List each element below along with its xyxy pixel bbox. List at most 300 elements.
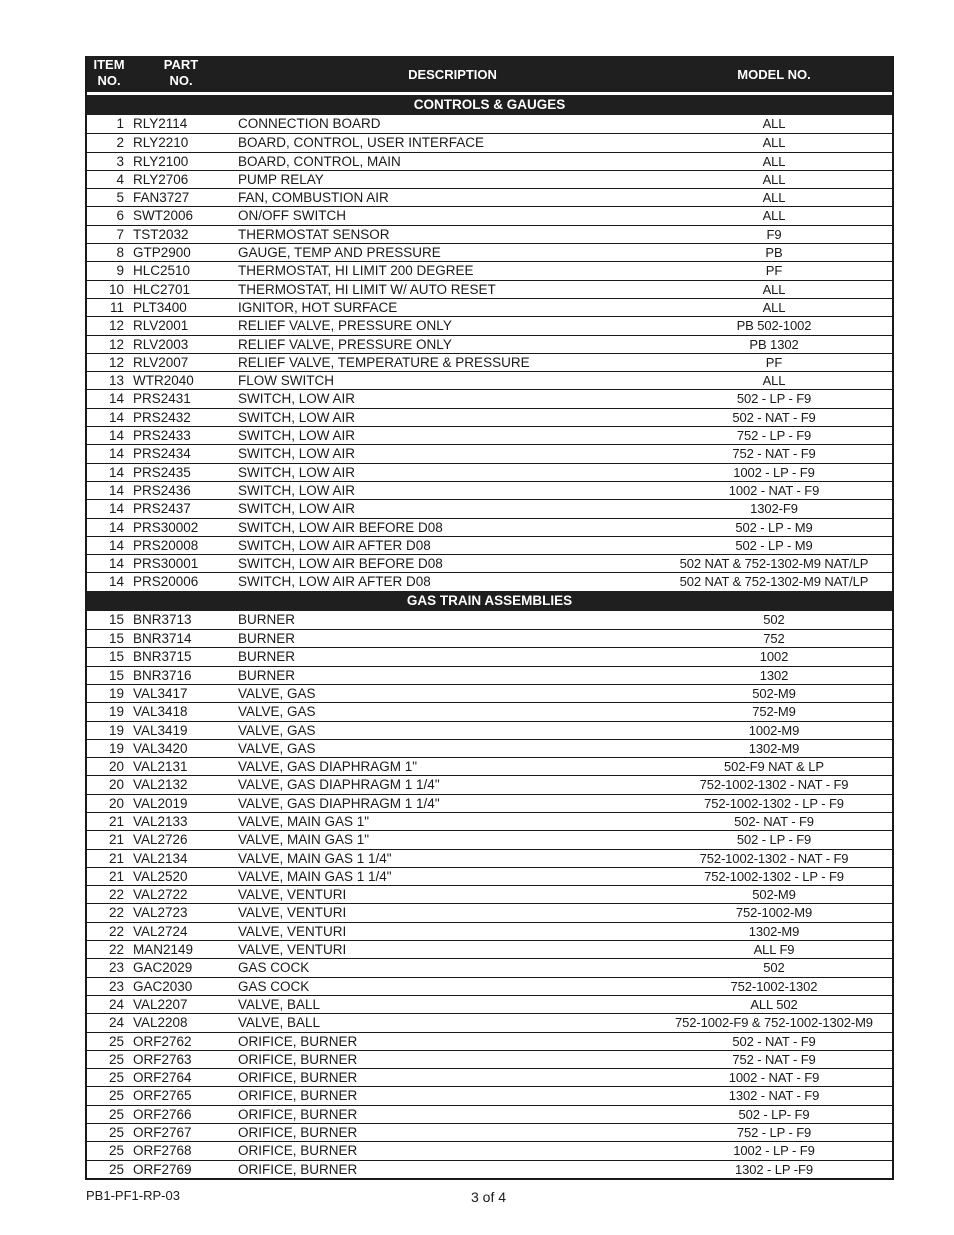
table-row <box>87 133 892 151</box>
table-row <box>87 611 892 629</box>
model-no-cell: 752-1002-F9 & 752-1002-1302-M9 <box>675 1015 873 1031</box>
item-no-cell: 14 <box>108 537 124 553</box>
model-no-cell: PF <box>765 263 783 279</box>
model-no-cell: 752 - LP - F9 <box>736 428 812 444</box>
item-no-cell: 7 <box>116 226 124 242</box>
part-no-cell: RLV2003 <box>133 336 189 352</box>
part-no-cell: ORF2764 <box>133 1070 192 1086</box>
item-no-cell: 22 <box>108 905 124 921</box>
model-no-cell: ALL <box>762 373 786 389</box>
header-description: DESCRIPTION <box>408 66 497 82</box>
model-no-cell: 502-M9 <box>752 685 796 701</box>
model-no-cell: 502-M9 <box>752 887 796 903</box>
table-row <box>87 298 892 316</box>
table-row <box>87 371 892 389</box>
part-no-cell: VAL2208 <box>133 1015 188 1031</box>
table-row <box>87 775 892 793</box>
model-no-cell: 1002-M9 <box>748 722 800 738</box>
description-cell: SWITCH, LOW AIR <box>238 464 356 480</box>
item-no-cell: 13 <box>108 373 124 389</box>
item-no-cell: 23 <box>108 978 124 994</box>
item-no-cell: 25 <box>108 1125 124 1141</box>
item-no-cell: 2 <box>116 135 124 151</box>
model-no-cell: 502 - LP - M9 <box>735 519 813 535</box>
description-cell: ORIFICE, BURNER <box>238 1051 358 1067</box>
model-no-cell: 752-1002-1302 - LP - F9 <box>704 795 844 811</box>
part-no-cell: GAC2029 <box>133 960 193 976</box>
model-no-cell: ALL <box>762 208 786 224</box>
item-no-cell: 19 <box>108 722 124 738</box>
item-no-cell: 25 <box>108 1070 124 1086</box>
table-row <box>87 261 892 279</box>
table-row <box>87 554 892 572</box>
model-no-cell: 1302-M9 <box>748 923 800 939</box>
description-cell: VALVE, MAIN GAS 1 1/4" <box>238 868 392 884</box>
description-cell: ORIFICE, BURNER <box>238 1088 358 1104</box>
item-no-cell: 24 <box>108 996 124 1012</box>
description-cell: FLOW SWITCH <box>238 373 334 389</box>
part-no-cell: GTP2900 <box>133 245 191 261</box>
table-row <box>87 1123 892 1141</box>
part-no-cell: ORF2768 <box>133 1143 192 1159</box>
item-no-cell: 12 <box>108 318 124 334</box>
description-cell: BURNER <box>238 611 296 627</box>
table-row <box>87 335 892 353</box>
item-no-cell: 15 <box>108 667 124 683</box>
table-header <box>87 56 892 92</box>
model-no-cell: 1302 - LP -F9 <box>735 1161 813 1177</box>
table-row <box>87 684 892 702</box>
model-no-cell: 502 - LP - F9 <box>736 391 812 407</box>
description-cell: BURNER <box>238 649 296 665</box>
model-no-cell: 1302 <box>759 667 789 683</box>
table-row <box>87 389 892 407</box>
part-no-cell: PRS20006 <box>133 574 199 590</box>
model-no-cell: 1002 - LP - F9 <box>733 464 815 480</box>
model-no-cell: 502 - NAT - F9 <box>732 1033 816 1049</box>
part-no-cell: RLY2706 <box>133 171 189 187</box>
model-no-cell: 502 NAT & 752-1302-M9 NAT/LP <box>679 574 869 590</box>
item-no-cell: 25 <box>108 1143 124 1159</box>
table-row <box>87 518 892 536</box>
table-row <box>87 115 892 133</box>
table-row <box>87 536 892 554</box>
table-row <box>87 499 892 517</box>
table-row <box>87 170 892 188</box>
part-no-cell: BNR3714 <box>133 631 192 647</box>
model-no-cell: 752-1002-1302 - LP - F9 <box>704 868 844 884</box>
part-no-cell: WTR2040 <box>133 373 194 389</box>
part-no-cell: PRS2431 <box>133 391 191 407</box>
table-row <box>87 1141 892 1159</box>
description-cell: CONNECTION BOARD <box>238 116 381 131</box>
table-row <box>87 1032 892 1050</box>
item-no-cell: 20 <box>108 777 124 793</box>
table-row <box>87 958 892 976</box>
table-row <box>87 794 892 812</box>
item-no-cell: 21 <box>108 850 124 866</box>
item-no-cell: 8 <box>116 245 124 261</box>
table-row <box>87 647 892 665</box>
parts-table <box>85 56 894 1180</box>
table-row <box>87 977 892 995</box>
model-no-cell: 502 - LP - M9 <box>735 537 813 553</box>
part-no-cell: ORF2769 <box>133 1161 192 1177</box>
part-no-cell: VAL2134 <box>133 850 188 866</box>
description-cell: VALVE, GAS DIAPHRAGM 1 1/4" <box>238 795 440 811</box>
part-no-cell: RLY2100 <box>133 153 189 169</box>
part-no-cell: VAL2722 <box>133 887 188 903</box>
table-row <box>87 1105 892 1123</box>
model-no-cell: 1302 - NAT - F9 <box>728 1088 820 1104</box>
description-cell: GAS COCK <box>238 978 310 994</box>
description-cell: ON/OFF SWITCH <box>238 208 346 224</box>
part-no-cell: ORF2765 <box>133 1088 192 1104</box>
section-rows <box>87 115 892 591</box>
section-rows <box>87 611 892 1178</box>
part-no-cell: SWT2006 <box>133 208 194 224</box>
table-row <box>87 940 892 958</box>
item-no-cell: 15 <box>108 631 124 647</box>
table-row <box>87 1013 892 1031</box>
part-no-cell: PRS2433 <box>133 428 191 444</box>
table-row <box>87 152 892 170</box>
description-cell: BOARD, CONTROL, USER INTERFACE <box>238 135 485 151</box>
item-no-cell: 25 <box>108 1088 124 1104</box>
model-no-cell: 752-1002-1302 - NAT - F9 <box>699 777 849 793</box>
table-row <box>87 1050 892 1068</box>
description-cell: ORIFICE, BURNER <box>238 1143 358 1159</box>
table-row <box>87 812 892 830</box>
description-cell: SWITCH, LOW AIR <box>238 428 356 444</box>
description-cell: RELIEF VALVE, PRESSURE ONLY <box>238 336 452 352</box>
part-no-cell: VAL3417 <box>133 685 188 701</box>
section-title: CONTROLS & GAUGES <box>87 95 892 115</box>
description-cell: ORIFICE, BURNER <box>238 1125 358 1141</box>
table-row <box>87 572 892 590</box>
table-row <box>87 188 892 206</box>
item-no-cell: 15 <box>108 611 124 627</box>
item-no-cell: 9 <box>116 263 124 279</box>
item-no-cell: 12 <box>108 354 124 370</box>
model-no-cell: 752 - NAT - F9 <box>732 446 816 462</box>
part-no-cell: VAL2723 <box>133 905 188 921</box>
model-no-cell: ALL <box>762 135 786 151</box>
header-model-no: MODEL NO. <box>737 66 811 82</box>
description-cell: VALVE, GAS <box>238 704 316 720</box>
table-row <box>87 629 892 647</box>
item-no-cell: 22 <box>108 942 124 958</box>
item-no-cell: 1 <box>116 116 124 131</box>
description-cell: VALVE, GAS <box>238 685 316 701</box>
table-row <box>87 867 892 885</box>
model-no-cell: 502 <box>763 611 785 627</box>
header-item-no <box>87 56 131 92</box>
model-no-cell: PB 502-1002 <box>736 318 812 334</box>
part-no-cell: BNR3713 <box>133 611 192 627</box>
item-no-cell: 22 <box>108 887 124 903</box>
part-no-cell: PRS2434 <box>133 446 191 462</box>
item-no-cell: 15 <box>108 649 124 665</box>
item-no-cell: 24 <box>108 1015 124 1031</box>
part-no-cell: RLV2001 <box>133 318 189 334</box>
document-code: PB1-PF1-RP-03 <box>86 1188 180 1203</box>
part-no-cell: ORF2767 <box>133 1125 192 1141</box>
item-no-cell: 20 <box>108 795 124 811</box>
part-no-cell: VAL2132 <box>133 777 188 793</box>
description-cell: SWITCH, LOW AIR BEFORE D08 <box>238 556 443 572</box>
table-body <box>87 95 892 1178</box>
table-row <box>87 849 892 867</box>
item-no-cell: 11 <box>109 299 124 315</box>
description-cell: VALVE, GAS DIAPHRAGM 1 1/4" <box>238 777 440 793</box>
part-no-cell: VAL2131 <box>133 759 188 775</box>
description-cell: SWITCH, LOW AIR <box>238 482 356 498</box>
description-cell: VALVE, MAIN GAS 1" <box>238 813 370 829</box>
description-cell: ORIFICE, BURNER <box>238 1106 358 1122</box>
item-no-cell: 21 <box>108 813 124 829</box>
description-cell: SWITCH, LOW AIR <box>238 391 356 407</box>
part-no-cell: PRS30001 <box>133 556 199 572</box>
part-no-cell: PRS2436 <box>133 482 191 498</box>
part-no-cell: RLY2210 <box>133 135 189 151</box>
description-cell: GAUGE, TEMP AND PRESSURE <box>238 245 441 261</box>
header-part-no <box>131 56 231 92</box>
part-no-cell: PRS20008 <box>133 537 199 553</box>
description-cell: VALVE, VENTURI <box>238 923 347 939</box>
table-row <box>87 757 892 775</box>
item-no-cell: 5 <box>116 190 124 206</box>
header-item-line2: NO. <box>97 73 121 88</box>
model-no-cell: F9 <box>766 226 782 242</box>
description-cell: VALVE, BALL <box>238 1015 321 1031</box>
table-row <box>87 830 892 848</box>
description-cell: VALVE, MAIN GAS 1" <box>238 832 370 848</box>
part-no-cell: PLT3400 <box>133 299 187 315</box>
table-row <box>87 1086 892 1104</box>
item-no-cell: 19 <box>108 704 124 720</box>
description-cell: VALVE, MAIN GAS 1 1/4" <box>238 850 392 866</box>
part-no-cell: RLV2007 <box>133 354 189 370</box>
model-no-cell: PB <box>765 245 783 261</box>
description-cell: RELIEF VALVE, PRESSURE ONLY <box>238 318 452 334</box>
model-no-cell: 752-M9 <box>752 704 796 720</box>
model-no-cell: ALL <box>762 171 786 187</box>
item-no-cell: 14 <box>108 574 124 590</box>
description-cell: ORIFICE, BURNER <box>238 1070 358 1086</box>
description-cell: VALVE, VENTURI <box>238 887 347 903</box>
description-cell: BURNER <box>238 667 296 683</box>
table-row <box>87 1160 892 1178</box>
part-no-cell: VAL2019 <box>133 795 188 811</box>
model-no-cell: 752 - LP - F9 <box>736 1125 812 1141</box>
table-row <box>87 353 892 371</box>
part-no-cell: RLY2114 <box>133 116 188 131</box>
model-no-cell: ALL <box>762 281 786 297</box>
table-row <box>87 922 892 940</box>
item-no-cell: 4 <box>116 171 124 187</box>
part-no-cell: PRS2437 <box>133 501 191 517</box>
section-title: GAS TRAIN ASSEMBLIES <box>87 591 892 611</box>
part-no-cell: PRS30002 <box>133 519 199 535</box>
description-cell: VALVE, VENTURI <box>238 942 347 958</box>
part-no-cell: ORF2763 <box>133 1051 192 1067</box>
table-row <box>87 408 892 426</box>
model-no-cell: 752 <box>763 631 785 647</box>
part-no-cell: HLC2510 <box>133 263 191 279</box>
description-cell: GAS COCK <box>238 960 310 976</box>
description-cell: SWITCH, LOW AIR BEFORE D08 <box>238 519 443 535</box>
table-row <box>87 316 892 334</box>
item-no-cell: 14 <box>108 556 124 572</box>
part-no-cell: VAL3420 <box>133 740 188 756</box>
description-cell: FAN, COMBUSTION AIR <box>238 190 389 206</box>
item-no-cell: 14 <box>108 519 124 535</box>
description-cell: VALVE, BALL <box>238 996 321 1012</box>
description-cell: VALVE, VENTURI <box>238 905 347 921</box>
model-no-cell: 502 - NAT - F9 <box>732 409 816 425</box>
table-row <box>87 739 892 757</box>
header-part-line1: PART <box>163 57 199 72</box>
part-no-cell: GAC2030 <box>133 978 193 994</box>
part-no-cell: HLC2701 <box>133 281 191 297</box>
model-no-cell: 752 - NAT - F9 <box>732 1051 816 1067</box>
item-no-cell: 21 <box>108 868 124 884</box>
part-no-cell: PRS2432 <box>133 409 191 425</box>
table-row <box>87 995 892 1013</box>
model-no-cell: ALL <box>762 116 786 131</box>
table-row <box>87 243 892 261</box>
table-row <box>87 1068 892 1086</box>
part-no-cell: VAL2726 <box>133 832 188 848</box>
model-no-cell: ALL 502 <box>750 996 798 1012</box>
part-no-cell: VAL2133 <box>133 813 188 829</box>
item-no-cell: 14 <box>108 446 124 462</box>
part-no-cell: VAL3419 <box>133 722 188 738</box>
model-no-cell: 752-1002-M9 <box>735 905 813 921</box>
description-cell: IGNITOR, HOT SURFACE <box>238 299 398 315</box>
description-cell: RELIEF VALVE, TEMPERATURE & PRESSURE <box>238 354 530 370</box>
page-number: 3 of 4 <box>471 1189 507 1205</box>
description-cell: THERMOSTAT, HI LIMIT 200 DEGREE <box>238 263 474 279</box>
table-row <box>87 463 892 481</box>
description-cell: ORIFICE, BURNER <box>238 1161 358 1177</box>
item-no-cell: 14 <box>108 501 124 517</box>
item-no-cell: 3 <box>116 153 124 169</box>
model-no-cell: 752-1002-1302 - NAT - F9 <box>699 850 849 866</box>
item-no-cell: 25 <box>108 1106 124 1122</box>
description-cell: VALVE, GAS DIAPHRAGM 1" <box>238 759 418 775</box>
item-no-cell: 14 <box>108 464 124 480</box>
description-cell: THERMOSTAT SENSOR <box>238 226 390 242</box>
table-row <box>87 444 892 462</box>
model-no-cell: 752-1002-1302 <box>730 978 818 994</box>
model-no-cell: PB 1302 <box>749 336 799 352</box>
table-row <box>87 481 892 499</box>
description-cell: SWITCH, LOW AIR AFTER D08 <box>238 574 431 590</box>
item-no-cell: 25 <box>108 1051 124 1067</box>
description-cell: THERMOSTAT, HI LIMIT W/ AUTO RESET <box>238 281 496 297</box>
model-no-cell: 502 NAT & 752-1302-M9 NAT/LP <box>679 556 869 572</box>
item-no-cell: 14 <box>108 409 124 425</box>
part-no-cell: ORF2762 <box>133 1033 192 1049</box>
table-row <box>87 206 892 224</box>
table-row <box>87 702 892 720</box>
item-no-cell: 10 <box>108 281 124 297</box>
table-row <box>87 721 892 739</box>
model-no-cell: ALL <box>762 299 786 315</box>
item-no-cell: 14 <box>108 428 124 444</box>
part-no-cell: MAN2149 <box>133 942 194 958</box>
description-cell: SWITCH, LOW AIR <box>238 501 356 517</box>
model-no-cell: ALL F9 <box>753 942 795 958</box>
description-cell: VALVE, GAS <box>238 740 316 756</box>
table-row <box>87 903 892 921</box>
part-no-cell: FAN3727 <box>133 190 190 206</box>
item-no-cell: 23 <box>108 960 124 976</box>
model-no-cell: 502 - LP - F9 <box>736 832 812 848</box>
model-no-cell: 1002 - NAT - F9 <box>728 1070 820 1086</box>
item-no-cell: 6 <box>116 208 124 224</box>
part-no-cell: VAL2520 <box>133 868 188 884</box>
model-no-cell: 1002 - LP - F9 <box>733 1143 815 1159</box>
description-cell: BOARD, CONTROL, MAIN <box>238 153 401 169</box>
header-item-line1: ITEM <box>93 57 125 72</box>
part-no-cell: BNR3715 <box>133 649 192 665</box>
model-no-cell: 1002 - NAT - F9 <box>728 482 820 498</box>
table-row <box>87 426 892 444</box>
table-row <box>87 666 892 684</box>
part-no-cell: TST2032 <box>133 226 189 242</box>
part-no-cell: PRS2435 <box>133 464 191 480</box>
description-cell: SWITCH, LOW AIR AFTER D08 <box>238 537 431 553</box>
item-no-cell: 14 <box>108 391 124 407</box>
item-no-cell: 14 <box>108 482 124 498</box>
table-row <box>87 280 892 298</box>
description-cell: ORIFICE, BURNER <box>238 1033 358 1049</box>
part-no-cell: BNR3716 <box>133 667 192 683</box>
table-row <box>87 885 892 903</box>
model-no-cell: ALL <box>762 153 786 169</box>
description-cell: SWITCH, LOW AIR <box>238 446 356 462</box>
item-no-cell: 19 <box>108 685 124 701</box>
model-no-cell: 502-F9 NAT & LP <box>724 759 824 775</box>
model-no-cell: 502 - LP- F9 <box>738 1106 810 1122</box>
part-no-cell: VAL2207 <box>133 996 188 1012</box>
model-no-cell: 1302-M9 <box>748 740 800 756</box>
part-no-cell: VAL3418 <box>133 704 188 720</box>
item-no-cell: 22 <box>108 923 124 939</box>
part-no-cell: VAL2724 <box>133 923 188 939</box>
item-no-cell: 21 <box>108 832 124 848</box>
item-no-cell: 25 <box>108 1033 124 1049</box>
item-no-cell: 12 <box>108 336 124 352</box>
model-no-cell: ALL <box>762 190 786 206</box>
model-no-cell: PF <box>765 354 783 370</box>
description-cell: BURNER <box>238 631 296 647</box>
description-cell: PUMP RELAY <box>238 171 324 187</box>
item-no-cell: 20 <box>108 759 124 775</box>
table-row <box>87 225 892 243</box>
model-no-cell: 1302-F9 <box>750 501 798 517</box>
model-no-cell: 502 <box>763 960 785 976</box>
item-no-cell: 19 <box>108 740 124 756</box>
item-no-cell: 25 <box>108 1161 124 1177</box>
model-no-cell: 502- NAT - F9 <box>734 813 814 829</box>
header-part-line2: NO. <box>169 73 193 88</box>
part-no-cell: ORF2766 <box>133 1106 192 1122</box>
model-no-cell: 1002 <box>759 649 789 665</box>
